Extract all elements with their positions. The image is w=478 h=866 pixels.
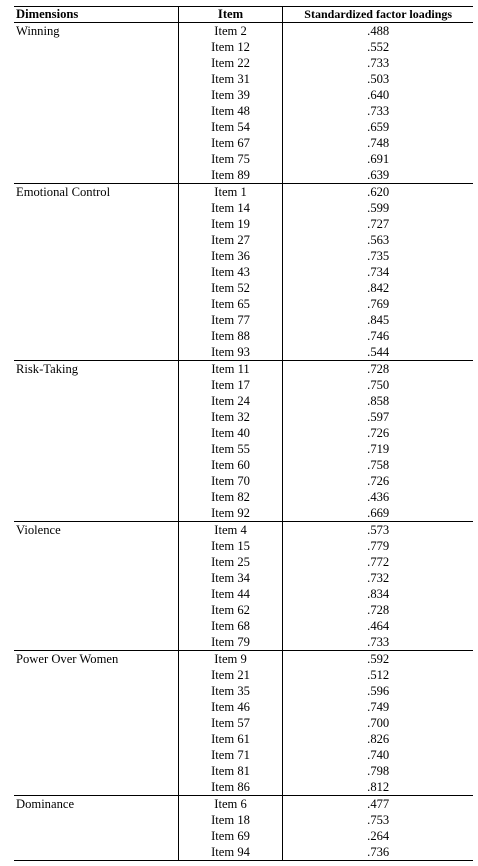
table-row xyxy=(14,296,473,312)
table-row xyxy=(14,683,473,699)
dimension-cell xyxy=(14,377,178,393)
dimension-cell xyxy=(14,699,178,715)
loading-cell: .734 xyxy=(367,265,390,279)
table-row xyxy=(14,667,473,683)
dimension-cell: Power Over Women xyxy=(16,652,119,666)
loading-cell: .733 xyxy=(367,635,390,649)
loading-cell: .436 xyxy=(367,490,390,504)
table-row xyxy=(14,618,473,634)
loading-cell: .728 xyxy=(367,603,390,617)
table-row xyxy=(14,167,473,183)
item-cell: Item 15 xyxy=(178,538,284,554)
item-cell: Item 1 xyxy=(178,184,284,200)
table-row xyxy=(14,522,473,538)
dimension-cell xyxy=(14,328,178,344)
loading-cell: .563 xyxy=(367,233,390,247)
loading-cell: .596 xyxy=(367,684,390,698)
loading-cell: .736 xyxy=(367,845,390,859)
dimension-cell xyxy=(14,554,178,570)
dimension-cell xyxy=(14,248,178,264)
item-cell: Item 11 xyxy=(178,361,284,377)
loading-cell: .834 xyxy=(367,587,390,601)
dimension-cell xyxy=(14,216,178,232)
item-cell: Item 57 xyxy=(178,715,284,731)
item-cell: Item 39 xyxy=(178,87,284,103)
table-body xyxy=(14,23,473,861)
table-row xyxy=(14,634,473,650)
item-cell: Item 61 xyxy=(178,731,284,747)
loading-cell: .700 xyxy=(367,716,390,730)
item-cell: Item 18 xyxy=(178,812,284,828)
item-cell: Item 79 xyxy=(178,634,284,650)
loading-cell: .732 xyxy=(367,571,390,585)
table-row xyxy=(14,731,473,747)
dimension-cell xyxy=(14,280,178,296)
table-row xyxy=(14,71,473,87)
dimension-cell xyxy=(14,763,178,779)
dimension-cell: Dominance xyxy=(16,797,75,811)
table-row xyxy=(14,393,473,409)
item-cell: Item 34 xyxy=(178,570,284,586)
table-row xyxy=(14,280,473,296)
item-cell: Item 44 xyxy=(178,586,284,602)
dimension-cell xyxy=(14,296,178,312)
item-cell: Item 54 xyxy=(178,119,284,135)
loading-cell: .758 xyxy=(367,458,390,472)
table-row xyxy=(14,216,473,232)
table-row xyxy=(14,232,473,248)
item-cell: Item 88 xyxy=(178,328,284,344)
dimension-cell: Violence xyxy=(16,523,61,537)
item-cell: Item 19 xyxy=(178,216,284,232)
loading-cell: .592 xyxy=(367,652,390,666)
item-cell: Item 43 xyxy=(178,264,284,280)
loading-cell: .845 xyxy=(367,313,390,327)
loading-cell: .842 xyxy=(367,281,390,295)
table-row xyxy=(14,602,473,618)
item-cell: Item 12 xyxy=(178,39,284,55)
loading-cell: .503 xyxy=(367,72,390,86)
dimension-cell xyxy=(14,779,178,795)
dimension-cell: Risk-Taking xyxy=(16,362,79,376)
loading-cell: .640 xyxy=(367,88,390,102)
table-row xyxy=(14,828,473,844)
item-cell: Item 67 xyxy=(178,135,284,151)
dimension-cell xyxy=(14,634,178,650)
item-cell: Item 21 xyxy=(178,667,284,683)
item-cell: Item 70 xyxy=(178,473,284,489)
dimension-cell xyxy=(14,505,178,521)
factor-loadings-table xyxy=(14,6,473,861)
item-cell: Item 25 xyxy=(178,554,284,570)
table-row xyxy=(14,87,473,103)
item-cell: Item 9 xyxy=(178,651,284,667)
item-cell: Item 62 xyxy=(178,602,284,618)
loading-cell: .735 xyxy=(367,249,390,263)
item-cell: Item 22 xyxy=(178,55,284,71)
dimension-cell xyxy=(14,457,178,473)
table-row xyxy=(14,361,473,377)
table-row xyxy=(14,441,473,457)
loading-cell: .659 xyxy=(367,120,390,134)
table-row xyxy=(14,119,473,135)
loading-cell: .746 xyxy=(367,329,390,343)
loading-cell: .669 xyxy=(367,506,390,520)
table-row xyxy=(14,409,473,425)
item-cell: Item 55 xyxy=(178,441,284,457)
item-cell: Item 82 xyxy=(178,489,284,505)
table-row xyxy=(14,377,473,393)
item-cell: Item 27 xyxy=(178,232,284,248)
item-cell: Item 36 xyxy=(178,248,284,264)
dimension-cell xyxy=(14,570,178,586)
table-row xyxy=(14,312,473,328)
item-cell: Item 60 xyxy=(178,457,284,473)
item-cell: Item 68 xyxy=(178,618,284,634)
loading-cell: .858 xyxy=(367,394,390,408)
item-cell: Item 32 xyxy=(178,409,284,425)
dimension-cell xyxy=(14,683,178,699)
item-cell: Item 35 xyxy=(178,683,284,699)
table-row xyxy=(14,586,473,602)
dimension-cell xyxy=(14,828,178,844)
item-cell: Item 94 xyxy=(178,844,284,860)
dimension-group xyxy=(14,184,473,361)
loading-cell: .753 xyxy=(367,813,390,827)
loading-cell: .733 xyxy=(367,56,390,70)
loading-cell: .639 xyxy=(367,168,390,182)
dimension-cell xyxy=(14,586,178,602)
dimension-cell xyxy=(14,731,178,747)
item-cell: Item 31 xyxy=(178,71,284,87)
item-cell: Item 81 xyxy=(178,763,284,779)
dimension-cell xyxy=(14,55,178,71)
item-cell: Item 14 xyxy=(178,200,284,216)
loading-cell: .726 xyxy=(367,474,390,488)
dimension-cell xyxy=(14,489,178,505)
table-row xyxy=(14,699,473,715)
dimension-cell xyxy=(14,747,178,763)
loading-cell: .769 xyxy=(367,297,390,311)
loading-cell: .620 xyxy=(367,185,390,199)
dimension-cell xyxy=(14,167,178,183)
loading-cell: .750 xyxy=(367,378,390,392)
item-cell: Item 2 xyxy=(178,23,284,39)
dimension-group xyxy=(14,361,473,522)
item-cell: Item 48 xyxy=(178,103,284,119)
loading-cell: .749 xyxy=(367,700,390,714)
item-cell: Item 93 xyxy=(178,344,284,360)
loading-cell: .552 xyxy=(367,40,390,54)
dimension-cell xyxy=(14,473,178,489)
table-row xyxy=(14,538,473,554)
dimension-cell xyxy=(14,87,178,103)
loading-cell: .573 xyxy=(367,523,390,537)
dimension-cell xyxy=(14,425,178,441)
loading-cell: .812 xyxy=(367,780,390,794)
dimension-cell xyxy=(14,312,178,328)
table-row xyxy=(14,747,473,763)
table-row xyxy=(14,135,473,151)
table-row xyxy=(14,39,473,55)
item-cell: Item 52 xyxy=(178,280,284,296)
item-cell: Item 46 xyxy=(178,699,284,715)
table-row xyxy=(14,23,473,39)
table-row xyxy=(14,425,473,441)
table-row xyxy=(14,796,473,812)
dimension-cell xyxy=(14,538,178,554)
dimension-cell xyxy=(14,618,178,634)
dimension-cell xyxy=(14,232,178,248)
dimension-cell xyxy=(14,344,178,360)
loading-cell: .719 xyxy=(367,442,390,456)
dimension-cell xyxy=(14,393,178,409)
loading-cell: .512 xyxy=(367,668,390,682)
header-item: Item xyxy=(178,7,284,22)
dimension-group xyxy=(14,796,473,861)
loading-cell: .772 xyxy=(367,555,390,569)
header-dimensions: Dimensions xyxy=(16,7,79,21)
table-row xyxy=(14,489,473,505)
dimension-cell xyxy=(14,119,178,135)
loading-cell: .488 xyxy=(367,24,390,38)
loading-cell: .726 xyxy=(367,426,390,440)
table-row xyxy=(14,651,473,667)
item-cell: Item 77 xyxy=(178,312,284,328)
dimension-cell: Winning xyxy=(16,24,60,38)
item-cell: Item 40 xyxy=(178,425,284,441)
table-row xyxy=(14,779,473,795)
loading-cell: .740 xyxy=(367,748,390,762)
dimension-cell xyxy=(14,264,178,280)
loading-cell: .544 xyxy=(367,345,390,359)
item-cell: Item 86 xyxy=(178,779,284,795)
item-cell: Item 17 xyxy=(178,377,284,393)
loading-cell: .733 xyxy=(367,104,390,118)
table-header-row xyxy=(14,6,473,23)
table-row xyxy=(14,103,473,119)
table-row xyxy=(14,570,473,586)
dimension-cell xyxy=(14,602,178,618)
loading-cell: .779 xyxy=(367,539,390,553)
table-row xyxy=(14,715,473,731)
item-cell: Item 24 xyxy=(178,393,284,409)
table-row xyxy=(14,344,473,360)
dimension-group xyxy=(14,522,473,651)
dimension-cell xyxy=(14,200,178,216)
dimension-cell xyxy=(14,135,178,151)
dimension-cell xyxy=(14,39,178,55)
item-cell: Item 6 xyxy=(178,796,284,812)
loading-cell: .464 xyxy=(367,619,390,633)
table-row xyxy=(14,264,473,280)
table-row xyxy=(14,812,473,828)
loading-cell: .599 xyxy=(367,201,390,215)
item-cell: Item 71 xyxy=(178,747,284,763)
loading-cell: .477 xyxy=(367,797,390,811)
table-row xyxy=(14,184,473,200)
table-row xyxy=(14,763,473,779)
table-row xyxy=(14,248,473,264)
item-cell: Item 92 xyxy=(178,505,284,521)
dimension-cell xyxy=(14,812,178,828)
header-loadings: Standardized factor loadings xyxy=(304,7,453,21)
item-cell: Item 69 xyxy=(178,828,284,844)
table-row xyxy=(14,473,473,489)
table-row xyxy=(14,328,473,344)
dimension-cell xyxy=(14,715,178,731)
loading-cell: .727 xyxy=(367,217,390,231)
table-row xyxy=(14,505,473,521)
loading-cell: .264 xyxy=(367,829,390,843)
dimension-cell xyxy=(14,844,178,860)
dimension-cell xyxy=(14,151,178,167)
dimension-group xyxy=(14,651,473,796)
loading-cell: .597 xyxy=(367,410,390,424)
table-row xyxy=(14,844,473,860)
dimension-cell: Emotional Control xyxy=(16,185,111,199)
table-row xyxy=(14,151,473,167)
item-cell: Item 89 xyxy=(178,167,284,183)
item-cell: Item 75 xyxy=(178,151,284,167)
table-row xyxy=(14,457,473,473)
table-row xyxy=(14,554,473,570)
dimension-cell xyxy=(14,667,178,683)
loading-cell: .798 xyxy=(367,764,390,778)
dimension-cell xyxy=(14,409,178,425)
table-row xyxy=(14,200,473,216)
table-row xyxy=(14,55,473,71)
loading-cell: .691 xyxy=(367,152,390,166)
dimension-group xyxy=(14,23,473,184)
item-cell: Item 65 xyxy=(178,296,284,312)
dimension-cell xyxy=(14,71,178,87)
loading-cell: .728 xyxy=(367,362,390,376)
dimension-cell xyxy=(14,103,178,119)
loading-cell: .826 xyxy=(367,732,390,746)
item-cell: Item 4 xyxy=(178,522,284,538)
dimension-cell xyxy=(14,441,178,457)
loading-cell: .748 xyxy=(367,136,390,150)
